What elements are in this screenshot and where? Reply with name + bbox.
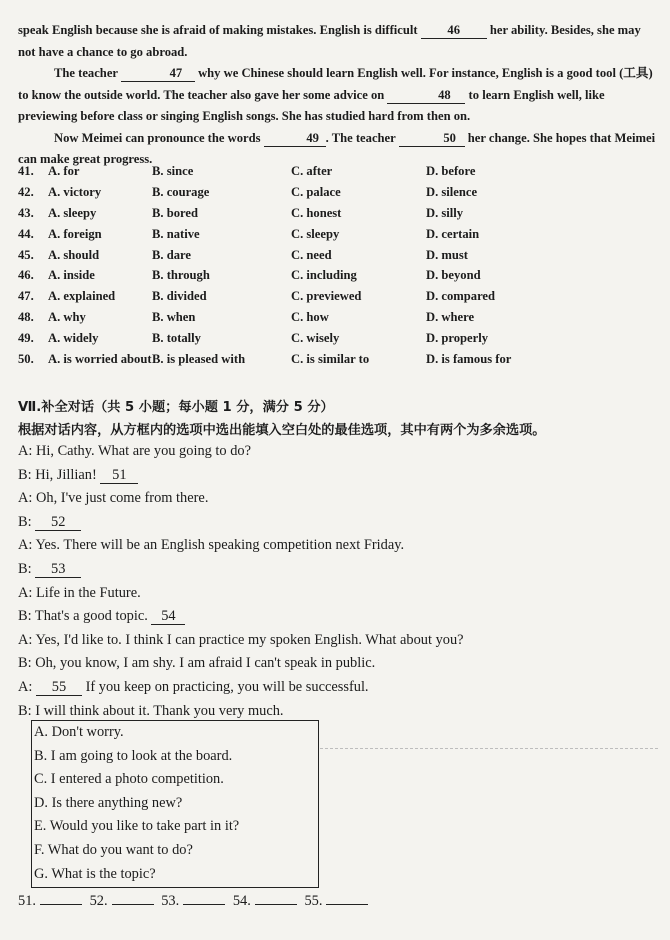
answer-blank[interactable] <box>326 890 368 905</box>
option-d: D. before <box>426 164 476 178</box>
answer-blank[interactable] <box>40 890 82 905</box>
option-d: D. silence <box>426 184 478 199</box>
option-a: A. for <box>48 164 80 178</box>
blank-49: 49 <box>264 131 326 147</box>
option-b: B. dare <box>152 247 191 262</box>
option-row <box>18 164 658 185</box>
option-a: A. explained <box>48 289 116 304</box>
option-row <box>18 352 658 373</box>
option-c: C. after <box>291 164 333 178</box>
option-a: A. sleepy <box>48 205 97 220</box>
answer-label: 55. <box>304 893 323 909</box>
option-c: C. palace <box>291 184 341 199</box>
blank-47: 47 <box>121 66 195 82</box>
answer-label: 52. <box>89 893 108 909</box>
dialog-line: B: Oh, you know, I am shy. I am afraid I can't speak in public. <box>18 655 376 672</box>
dialog-line: A: Yes, I'd like to. I think I can practice my spoken English. What about you? <box>18 631 464 648</box>
dialog-text: B: That's a good topic. <box>18 608 152 625</box>
option-b: B. bored <box>152 205 198 220</box>
section-title: Ⅶ.补全对话（共 5 小题；每小题 1 分，满分 5 分） <box>18 400 334 415</box>
question-number: 43. <box>18 205 34 220</box>
question-number: 47. <box>18 289 34 304</box>
blank-46: 46 <box>421 23 487 39</box>
option-b: B. is pleased with <box>152 352 246 367</box>
blank-48: 48 <box>387 88 465 104</box>
option-c: C. how <box>291 310 329 325</box>
dialog-text: B: <box>18 513 36 530</box>
option-row <box>18 248 658 269</box>
options-box <box>31 720 319 888</box>
option-row <box>18 206 658 227</box>
option-a: A. inside <box>48 268 95 283</box>
option-d: D. must <box>426 247 468 262</box>
passage-text: The teacher <box>54 66 121 80</box>
option-a: A. should <box>48 247 100 262</box>
box-option: D. Is there anything new? <box>34 794 183 811</box>
box-option: B. I am going to look at the board. <box>34 747 233 764</box>
dialog-line <box>18 464 658 488</box>
answer-label: 51. <box>18 893 36 909</box>
passage-text: . The teacher <box>325 130 399 145</box>
option-b: B. divided <box>152 289 207 304</box>
option-row <box>18 227 658 248</box>
option-c: C. wisely <box>291 331 340 346</box>
option-b: B. totally <box>152 331 201 346</box>
cloze-options <box>18 164 658 373</box>
option-b: B. through <box>152 268 210 283</box>
question-number: 49. <box>18 331 34 346</box>
blank-53: 53 <box>35 562 81 578</box>
box-option: C. I entered a photo competition. <box>34 771 224 788</box>
answer-label: 54. <box>232 893 251 909</box>
passage-text: her change. She hopes that Meimei can make great progress. <box>18 130 656 166</box>
box-option: A. Don't worry. <box>34 724 124 740</box>
question-number: 46. <box>18 268 34 283</box>
option-c: C. honest <box>291 205 342 220</box>
box-option: E. Would you like to take part in it? <box>34 818 240 835</box>
dialog-line <box>18 558 658 582</box>
option-d: D. certain <box>426 226 480 241</box>
option-d: D. compared <box>426 289 496 304</box>
blank-55: 55 <box>36 680 82 696</box>
question-number: 48. <box>18 310 34 325</box>
blank-51: 51 <box>100 468 138 484</box>
option-a: A. is worried about <box>48 352 152 367</box>
box-option: G. What is the topic? <box>34 865 156 882</box>
question-number: 42. <box>18 184 34 199</box>
option-c: C. previewed <box>291 289 362 304</box>
option-row <box>18 310 658 331</box>
passage-paragraph-2 <box>18 63 658 128</box>
blank-52: 52 <box>35 515 81 531</box>
option-c: C. including <box>291 268 357 283</box>
option-row <box>18 185 658 206</box>
option-c: C. need <box>291 247 332 262</box>
question-number: 45. <box>18 247 34 262</box>
blank-54: 54 <box>151 609 185 625</box>
dialog-line: B: I will think about it. Thank you very much. <box>18 702 284 719</box>
question-number: 50. <box>18 352 34 367</box>
option-row <box>18 331 658 352</box>
dialog-line <box>18 676 658 700</box>
passage-text: why we Chinese should learn English well. For instance, English is a good tool (工具) to know the outside world. The teacher also gave her some advice on <box>18 66 653 102</box>
answer-label: 53. <box>161 893 180 909</box>
cloze-passage <box>18 20 658 171</box>
answer-blank[interactable] <box>255 890 297 905</box>
dialog-text: B: Hi, Jillian! <box>18 466 101 483</box>
option-a: A. why <box>48 310 86 325</box>
option-a: A. victory <box>48 184 102 199</box>
dialog-line <box>18 605 658 629</box>
option-b: B. native <box>152 226 200 241</box>
scan-artifact-line <box>320 748 658 749</box>
passage-text: to learn English well, like previewing before class or singing English songs. She has studied hard from then on. <box>18 87 605 123</box>
option-b: B. courage <box>152 184 210 199</box>
question-number: 41. <box>18 164 34 178</box>
answer-blank[interactable] <box>183 890 225 905</box>
section-instruction: 根据对话内容，从方框内的选项中选出能填入空白处的最佳选项，其中有两个为多余选项。 <box>18 423 546 438</box>
passage-text: her ability. Besides, she may not have a chance to go abroad. <box>18 23 641 59</box>
option-d: D. where <box>426 310 475 325</box>
passage-text: Now Meimei can pronounce the words <box>54 130 264 145</box>
dialog <box>18 440 658 723</box>
option-d: D. silly <box>426 205 464 220</box>
option-c: C. is similar to <box>291 352 370 367</box>
passage-paragraph-1 <box>18 20 658 63</box>
option-d: D. properly <box>426 331 489 346</box>
dialog-line: A: Oh, I've just come from there. <box>18 490 209 507</box>
dialog-line <box>18 511 658 535</box>
question-number: 44. <box>18 226 34 241</box>
dialog-text: If you keep on practicing, you will be successful. <box>82 678 369 695</box>
option-row <box>18 268 658 289</box>
answer-blank[interactable] <box>112 890 154 905</box>
blank-50: 50 <box>399 131 465 147</box>
option-row <box>18 289 658 310</box>
option-d: D. is famous for <box>426 352 512 367</box>
passage-text: speak English because she is afraid of making mistakes. English is difficult <box>18 23 421 37</box>
option-c: C. sleepy <box>291 226 340 241</box>
dialog-line: A: Life in the Future. <box>18 584 141 601</box>
answer-line <box>18 890 372 910</box>
dialog-text: B: <box>18 560 36 577</box>
option-d: D. beyond <box>426 268 481 283</box>
dialog-line: A: Hi, Cathy. What are you going to do? <box>18 443 252 459</box>
dialog-line: A: Yes. There will be an English speaking competition next Friday. <box>18 537 405 554</box>
box-option: F. What do you want to do? <box>34 841 193 858</box>
option-a: A. foreign <box>48 226 102 241</box>
dialog-text: A: <box>18 678 36 695</box>
option-b: B. when <box>152 310 196 325</box>
option-b: B. since <box>152 164 194 178</box>
option-a: A. widely <box>48 331 99 346</box>
